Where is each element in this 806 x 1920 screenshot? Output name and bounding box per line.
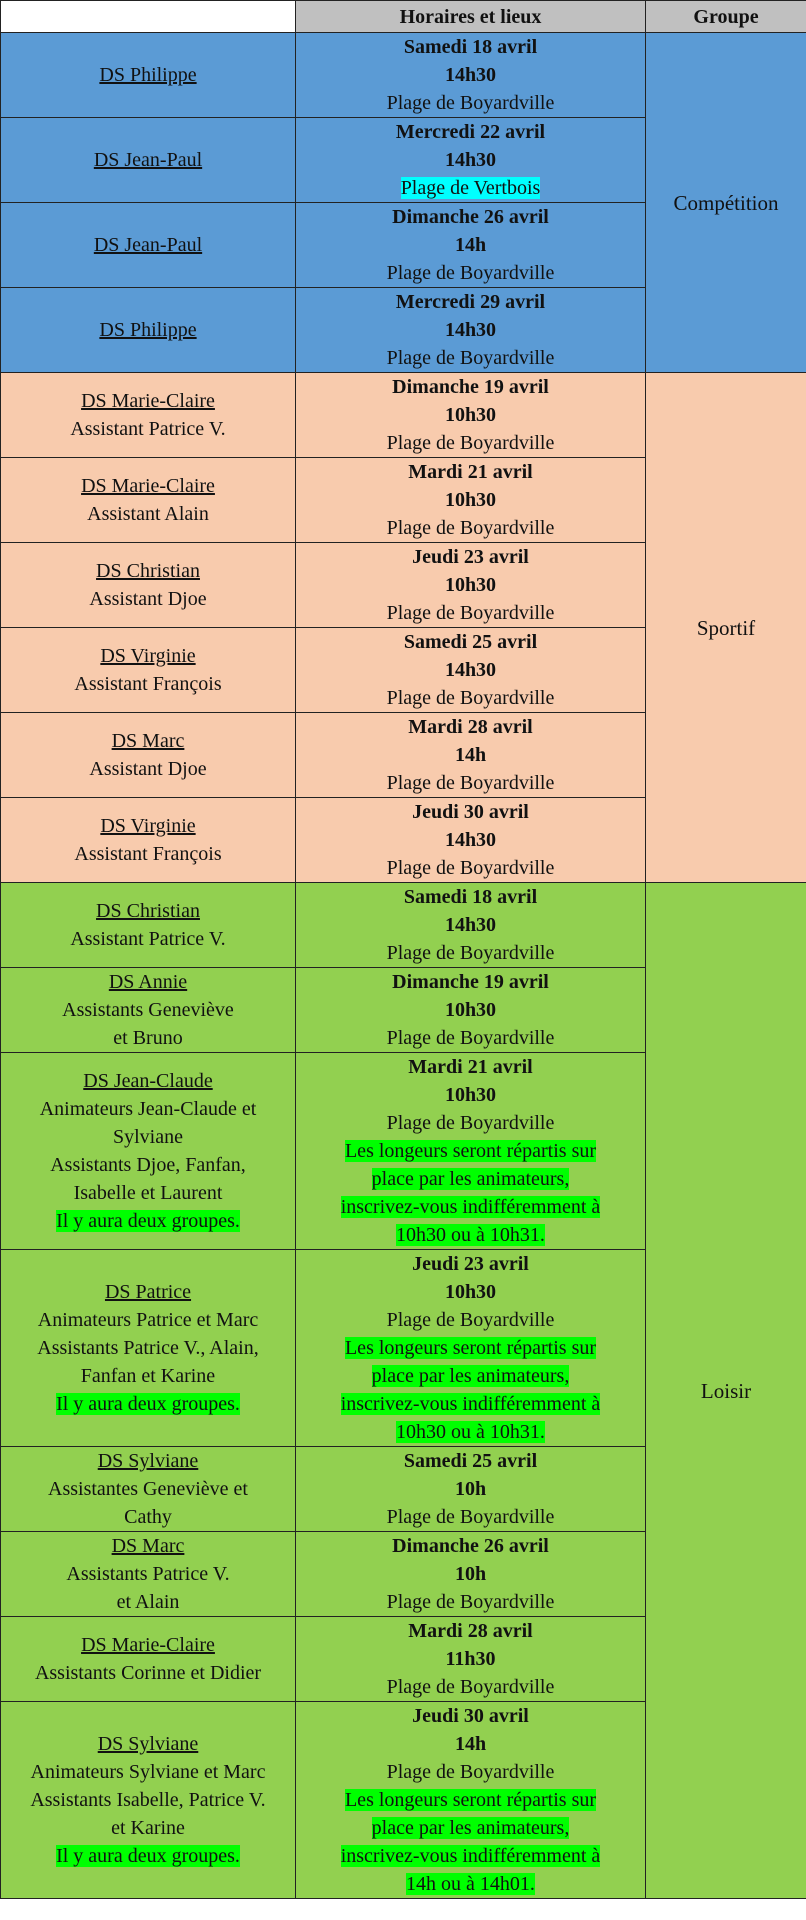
two-groups-note: Il y aura deux groupes. (56, 1845, 240, 1867)
schedule-cell (296, 1617, 646, 1702)
table-row (1, 883, 806, 968)
ds-name-link[interactable]: DS Jean-Claude (83, 1070, 213, 1092)
schedule-cell (296, 118, 646, 203)
session-place: Plage de Boyardville (386, 92, 555, 114)
session-place: Plage de Boyardville (386, 1676, 555, 1698)
session-place: Plage de Vertbois (400, 177, 541, 199)
ds-cell (1, 373, 296, 458)
table-row (1, 373, 806, 458)
schedule-cell (296, 288, 646, 373)
session-date: Mercredi 29 avril (395, 291, 546, 313)
staff-line: Assistant Djoe (89, 588, 207, 610)
staff-line: Sylviane (113, 1126, 183, 1148)
session-time: 11h30 (445, 1648, 496, 1670)
ds-cell (1, 1250, 296, 1447)
session-date: Mardi 21 avril (408, 461, 533, 483)
ds-name-link[interactable]: DS Jean-Paul (93, 149, 203, 171)
staff-line: Assistantes Geneviève et (48, 1478, 248, 1500)
schedule-cell (296, 1447, 646, 1532)
session-place: Plage de Boyardville (386, 857, 555, 879)
session-place: Plage de Boyardville (386, 517, 555, 539)
header-group: Groupe (646, 1, 806, 33)
registration-note: place par les animateurs, (371, 1817, 570, 1839)
schedule-cell (296, 543, 646, 628)
session-time: 14h (454, 1733, 487, 1755)
staff-line: Fanfan et Karine (80, 1365, 216, 1387)
session-date: Jeudi 30 avril (412, 1705, 529, 1727)
session-time: 10h30 (444, 1281, 497, 1303)
session-date: Mardi 28 avril (408, 1620, 533, 1642)
schedule-cell (296, 628, 646, 713)
schedule-cell (296, 1532, 646, 1617)
ds-name-link[interactable]: DS Christian (96, 560, 200, 582)
header-row (1, 1, 806, 33)
session-time: 14h30 (444, 914, 497, 936)
staff-line: Animateurs Jean-Claude et (39, 1098, 257, 1120)
session-date: Mercredi 22 avril (395, 121, 546, 143)
session-place: Plage de Boyardville (386, 687, 555, 709)
staff-line: Animateurs Patrice et Marc (37, 1309, 259, 1331)
registration-note: 14h ou à 14h01. (406, 1873, 535, 1895)
schedule-cell (296, 458, 646, 543)
staff-line: Assistant Patrice V. (70, 418, 226, 440)
table-row (1, 33, 806, 118)
registration-note: 10h30 ou à 10h31. (396, 1224, 545, 1246)
session-date: Jeudi 23 avril (412, 1253, 529, 1275)
ds-cell (1, 458, 296, 543)
session-time: 14h30 (444, 829, 497, 851)
staff-line: et Bruno (113, 1027, 183, 1049)
session-place: Plage de Boyardville (386, 772, 555, 794)
registration-note: inscrivez-vous indifféremment à (340, 1393, 601, 1415)
session-time: 10h30 (444, 404, 497, 426)
session-date: Mardi 21 avril (408, 1056, 533, 1078)
session-time: 14h30 (444, 319, 497, 341)
session-place: Plage de Boyardville (386, 1112, 555, 1134)
staff-line: Assistant François (74, 843, 222, 865)
ds-cell (1, 1702, 296, 1899)
ds-name-link[interactable]: DS Marie-Claire (81, 390, 215, 412)
session-time: 14h30 (444, 64, 497, 86)
schedule-cell (296, 373, 646, 458)
ds-name-link[interactable]: DS Virginie (100, 645, 196, 667)
session-time: 10h30 (444, 1084, 497, 1106)
ds-name-link[interactable]: DS Annie (108, 971, 188, 993)
schedule-cell (296, 1250, 646, 1447)
group-name: Compétition (646, 33, 806, 373)
staff-line: Assistant Djoe (89, 758, 207, 780)
header-empty-cell (1, 1, 296, 33)
ds-cell (1, 543, 296, 628)
session-place: Plage de Boyardville (386, 1591, 555, 1613)
ds-cell (1, 33, 296, 118)
ds-cell (1, 968, 296, 1053)
registration-note: inscrivez-vous indifféremment à (340, 1845, 601, 1867)
staff-line: Assistants Geneviève (62, 999, 234, 1021)
staff-line: Assistants Patrice V., Alain, (37, 1337, 259, 1359)
session-date: Samedi 25 avril (403, 1450, 538, 1472)
ds-cell (1, 1532, 296, 1617)
session-place: Plage de Boyardville (386, 602, 555, 624)
schedule-cell (296, 798, 646, 883)
session-date: Dimanche 19 avril (392, 971, 549, 993)
ds-name-link[interactable]: DS Patrice (104, 1281, 192, 1303)
ds-cell (1, 1447, 296, 1532)
ds-name-link[interactable]: DS Sylviane (97, 1450, 199, 1472)
staff-line: Isabelle et Laurent (73, 1182, 223, 1204)
registration-note: Les longeurs seront répartis sur (344, 1140, 597, 1162)
staff-line: Assistants Patrice V. (66, 1563, 230, 1585)
schedule-cell (296, 1053, 646, 1250)
session-date: Dimanche 26 avril (392, 1535, 549, 1557)
session-place: Plage de Boyardville (386, 942, 555, 964)
ds-cell (1, 118, 296, 203)
schedule-cell (296, 968, 646, 1053)
ds-name-link[interactable]: DS Philippe (99, 319, 197, 341)
session-date: Mardi 28 avril (408, 716, 533, 738)
session-date: Samedi 18 avril (403, 36, 538, 58)
ds-name-link[interactable]: DS Marie-Claire (81, 1634, 215, 1656)
session-date: Dimanche 19 avril (392, 376, 549, 398)
schedule-cell (296, 203, 646, 288)
ds-cell (1, 1617, 296, 1702)
ds-cell (1, 628, 296, 713)
session-time: 10h30 (444, 999, 497, 1021)
schedule-cell (296, 33, 646, 118)
schedule-cell (296, 883, 646, 968)
staff-line: Assistants Corinne et Didier (34, 1662, 262, 1684)
staff-line: Animateurs Sylviane et Marc (30, 1761, 266, 1783)
two-groups-note: Il y aura deux groupes. (56, 1393, 240, 1415)
ds-cell (1, 288, 296, 373)
staff-line: Cathy (124, 1506, 172, 1528)
ds-name-link[interactable]: DS Marc (111, 730, 185, 752)
header-schedule: Horaires et lieux (296, 1, 646, 33)
staff-line: Assistants Djoe, Fanfan, (50, 1154, 246, 1176)
registration-note: inscrivez-vous indifféremment à (340, 1196, 601, 1218)
staff-line: et Alain (116, 1591, 180, 1613)
session-time: 10h (454, 1563, 487, 1585)
group-name: Loisir (646, 883, 806, 1899)
session-place: Plage de Boyardville (386, 1309, 555, 1331)
session-date: Samedi 25 avril (403, 631, 538, 653)
session-time: 14h30 (444, 659, 497, 681)
ds-cell (1, 1053, 296, 1250)
staff-line: et Karine (111, 1817, 185, 1839)
session-place: Plage de Boyardville (386, 1506, 555, 1528)
session-date: Jeudi 23 avril (412, 546, 529, 568)
session-time: 14h30 (444, 149, 497, 171)
ds-cell (1, 883, 296, 968)
session-time: 10h30 (444, 574, 497, 596)
session-place: Plage de Boyardville (386, 1761, 555, 1783)
registration-note: 10h30 ou à 10h31. (396, 1421, 545, 1443)
ds-name-link[interactable]: DS Marie-Claire (81, 475, 215, 497)
registration-note: place par les animateurs, (371, 1168, 570, 1190)
ds-name-link[interactable]: DS Marc (111, 1535, 185, 1557)
registration-note: Les longeurs seront répartis sur (344, 1337, 597, 1359)
session-place: Plage de Boyardville (386, 432, 555, 454)
registration-note: Les longeurs seront répartis sur (344, 1789, 597, 1811)
ds-cell (1, 798, 296, 883)
schedule-body (1, 33, 806, 1899)
session-date: Jeudi 30 avril (412, 801, 529, 823)
staff-line: Assistant Alain (87, 503, 209, 525)
session-place: Plage de Boyardville (386, 1027, 555, 1049)
ds-name-link[interactable]: DS Virginie (100, 815, 196, 837)
session-time: 14h (454, 744, 487, 766)
schedule-cell (296, 713, 646, 798)
staff-line: Assistant François (74, 673, 222, 695)
two-groups-note: Il y aura deux groupes. (56, 1210, 240, 1232)
session-place: Plage de Boyardville (386, 347, 555, 369)
session-date: Samedi 18 avril (403, 886, 538, 908)
session-date: Dimanche 26 avril (392, 206, 549, 228)
ds-name-link[interactable]: DS Philippe (99, 64, 197, 86)
ds-cell (1, 203, 296, 288)
session-time: 14h (454, 234, 487, 256)
session-place: Plage de Boyardville (386, 262, 555, 284)
session-time: 10h30 (444, 489, 497, 511)
staff-line: Assistants Isabelle, Patrice V. (30, 1789, 266, 1811)
ds-cell (1, 713, 296, 798)
schedule-cell (296, 1702, 646, 1899)
registration-note: place par les animateurs, (371, 1365, 570, 1387)
ds-name-link[interactable]: DS Christian (96, 900, 200, 922)
session-time: 10h (454, 1478, 487, 1500)
staff-line: Assistant Patrice V. (70, 928, 226, 950)
ds-name-link[interactable]: DS Sylviane (97, 1733, 199, 1755)
ds-name-link[interactable]: DS Jean-Paul (93, 234, 203, 256)
group-name: Sportif (646, 373, 806, 883)
